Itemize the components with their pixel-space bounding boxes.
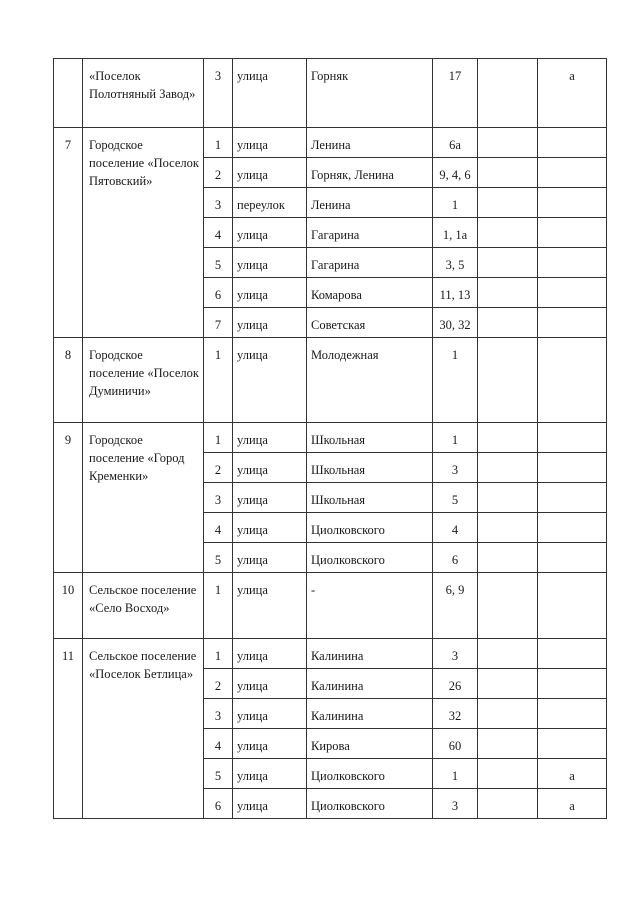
extra-cell bbox=[478, 453, 538, 483]
row-number: 3 bbox=[204, 483, 233, 513]
row-number: 2 bbox=[204, 158, 233, 188]
street-type: улица bbox=[233, 59, 307, 128]
street-type: улица bbox=[233, 278, 307, 308]
street-type: улица bbox=[233, 699, 307, 729]
mark-cell bbox=[538, 158, 607, 188]
street-type: улица bbox=[233, 729, 307, 759]
address-table bbox=[53, 58, 607, 819]
mark-cell bbox=[538, 543, 607, 573]
mark-cell: а bbox=[538, 759, 607, 789]
house-number: 6, 9 bbox=[433, 573, 478, 639]
mark-cell bbox=[538, 483, 607, 513]
mark-cell: а bbox=[538, 789, 607, 819]
group-number: 11 bbox=[54, 639, 83, 819]
table-row bbox=[54, 639, 607, 669]
house-number: 3, 5 bbox=[433, 248, 478, 278]
street-type: улица bbox=[233, 338, 307, 423]
street-type: улица bbox=[233, 513, 307, 543]
street-type: улица bbox=[233, 759, 307, 789]
mark-cell bbox=[538, 699, 607, 729]
row-number: 1 bbox=[204, 639, 233, 669]
row-number: 4 bbox=[204, 218, 233, 248]
extra-cell bbox=[478, 218, 538, 248]
row-number: 1 bbox=[204, 423, 233, 453]
settlement-name: Городское поселение «Поселок Пятовский» bbox=[83, 128, 204, 338]
street-type: улица bbox=[233, 158, 307, 188]
mark-cell bbox=[538, 128, 607, 158]
extra-cell bbox=[478, 278, 538, 308]
street-name: Ленина bbox=[307, 188, 433, 218]
street-name: Молодежная bbox=[307, 338, 433, 423]
settlement-name: «Поселок Полотняный Завод» bbox=[83, 59, 204, 128]
extra-cell bbox=[478, 543, 538, 573]
street-type: улица bbox=[233, 483, 307, 513]
extra-cell bbox=[478, 789, 538, 819]
street-type: улица bbox=[233, 128, 307, 158]
mark-cell bbox=[538, 729, 607, 759]
row-number: 3 bbox=[204, 699, 233, 729]
table-row bbox=[54, 59, 607, 128]
mark-cell bbox=[538, 669, 607, 699]
street-type: улица bbox=[233, 308, 307, 338]
street-name: Школьная bbox=[307, 453, 433, 483]
row-number: 2 bbox=[204, 669, 233, 699]
extra-cell bbox=[478, 248, 538, 278]
row-number: 1 bbox=[204, 338, 233, 423]
house-number: 5 bbox=[433, 483, 478, 513]
table-row bbox=[54, 338, 607, 423]
street-name: Циолковского bbox=[307, 543, 433, 573]
house-number: 32 bbox=[433, 699, 478, 729]
settlement-name: Городское поселение «Город Кременки» bbox=[83, 423, 204, 573]
mark-cell bbox=[538, 188, 607, 218]
extra-cell bbox=[478, 729, 538, 759]
street-name: Циолковского bbox=[307, 513, 433, 543]
house-number: 6а bbox=[433, 128, 478, 158]
settlement-name: Сельское поселение «Поселок Бетлица» bbox=[83, 639, 204, 819]
row-number: 5 bbox=[204, 543, 233, 573]
street-type: улица bbox=[233, 248, 307, 278]
street-name: Циолковского bbox=[307, 759, 433, 789]
table-row bbox=[54, 128, 607, 158]
house-number: 9, 4, 6 bbox=[433, 158, 478, 188]
house-number: 6 bbox=[433, 543, 478, 573]
street-name: Гагарина bbox=[307, 248, 433, 278]
mark-cell bbox=[538, 278, 607, 308]
extra-cell bbox=[478, 669, 538, 699]
mark-cell bbox=[538, 218, 607, 248]
mark-cell bbox=[538, 308, 607, 338]
table-body bbox=[54, 59, 607, 819]
street-name: Горняк, Ленина bbox=[307, 158, 433, 188]
street-type: улица bbox=[233, 639, 307, 669]
group-number: 10 bbox=[54, 573, 83, 639]
mark-cell bbox=[538, 453, 607, 483]
row-number: 5 bbox=[204, 759, 233, 789]
mark-cell bbox=[538, 423, 607, 453]
house-number: 1 bbox=[433, 759, 478, 789]
house-number: 11, 13 bbox=[433, 278, 478, 308]
street-name: - bbox=[307, 573, 433, 639]
house-number: 30, 32 bbox=[433, 308, 478, 338]
street-name: Кирова bbox=[307, 729, 433, 759]
extra-cell bbox=[478, 338, 538, 423]
street-name: Циолковского bbox=[307, 789, 433, 819]
group-number: 8 bbox=[54, 338, 83, 423]
extra-cell bbox=[478, 128, 538, 158]
extra-cell bbox=[478, 158, 538, 188]
street-name: Ленина bbox=[307, 128, 433, 158]
extra-cell bbox=[478, 188, 538, 218]
street-type: улица bbox=[233, 453, 307, 483]
row-number: 4 bbox=[204, 513, 233, 543]
row-number: 4 bbox=[204, 729, 233, 759]
mark-cell bbox=[538, 338, 607, 423]
extra-cell bbox=[478, 573, 538, 639]
house-number: 3 bbox=[433, 789, 478, 819]
row-number: 5 bbox=[204, 248, 233, 278]
house-number: 17 bbox=[433, 59, 478, 128]
settlement-name: Городское поселение «Поселок Думиничи» bbox=[83, 338, 204, 423]
street-name: Горняк bbox=[307, 59, 433, 128]
street-name: Комарова bbox=[307, 278, 433, 308]
row-number: 2 bbox=[204, 453, 233, 483]
group-number: 9 bbox=[54, 423, 83, 573]
extra-cell bbox=[478, 639, 538, 669]
house-number: 4 bbox=[433, 513, 478, 543]
table-row bbox=[54, 573, 607, 639]
mark-cell bbox=[538, 573, 607, 639]
street-name: Школьная bbox=[307, 423, 433, 453]
extra-cell bbox=[478, 308, 538, 338]
street-type: улица bbox=[233, 669, 307, 699]
row-number: 3 bbox=[204, 188, 233, 218]
street-type: переулок bbox=[233, 188, 307, 218]
extra-cell bbox=[478, 59, 538, 128]
street-name: Калинина bbox=[307, 699, 433, 729]
mark-cell bbox=[538, 513, 607, 543]
street-type: улица bbox=[233, 789, 307, 819]
extra-cell bbox=[478, 699, 538, 729]
mark-cell bbox=[538, 639, 607, 669]
group-number: 7 bbox=[54, 128, 83, 338]
row-number: 1 bbox=[204, 573, 233, 639]
mark-cell bbox=[538, 248, 607, 278]
street-type: улица bbox=[233, 218, 307, 248]
extra-cell bbox=[478, 513, 538, 543]
house-number: 1, 1а bbox=[433, 218, 478, 248]
row-number: 6 bbox=[204, 789, 233, 819]
street-type: улица bbox=[233, 573, 307, 639]
row-number: 6 bbox=[204, 278, 233, 308]
house-number: 1 bbox=[433, 188, 478, 218]
extra-cell bbox=[478, 423, 538, 453]
settlement-name: Сельское поселение «Село Восход» bbox=[83, 573, 204, 639]
mark-cell: а bbox=[538, 59, 607, 128]
street-type: улица bbox=[233, 423, 307, 453]
house-number: 1 bbox=[433, 338, 478, 423]
table-row bbox=[54, 423, 607, 453]
row-number: 3 bbox=[204, 59, 233, 128]
row-number: 7 bbox=[204, 308, 233, 338]
extra-cell bbox=[478, 759, 538, 789]
street-type: улица bbox=[233, 543, 307, 573]
street-name: Советская bbox=[307, 308, 433, 338]
street-name: Гагарина bbox=[307, 218, 433, 248]
house-number: 26 bbox=[433, 669, 478, 699]
street-name: Школьная bbox=[307, 483, 433, 513]
house-number: 3 bbox=[433, 639, 478, 669]
group-number bbox=[54, 59, 83, 128]
house-number: 60 bbox=[433, 729, 478, 759]
extra-cell bbox=[478, 483, 538, 513]
house-number: 1 bbox=[433, 423, 478, 453]
street-name: Калинина bbox=[307, 669, 433, 699]
house-number: 3 bbox=[433, 453, 478, 483]
street-name: Калинина bbox=[307, 639, 433, 669]
row-number: 1 bbox=[204, 128, 233, 158]
